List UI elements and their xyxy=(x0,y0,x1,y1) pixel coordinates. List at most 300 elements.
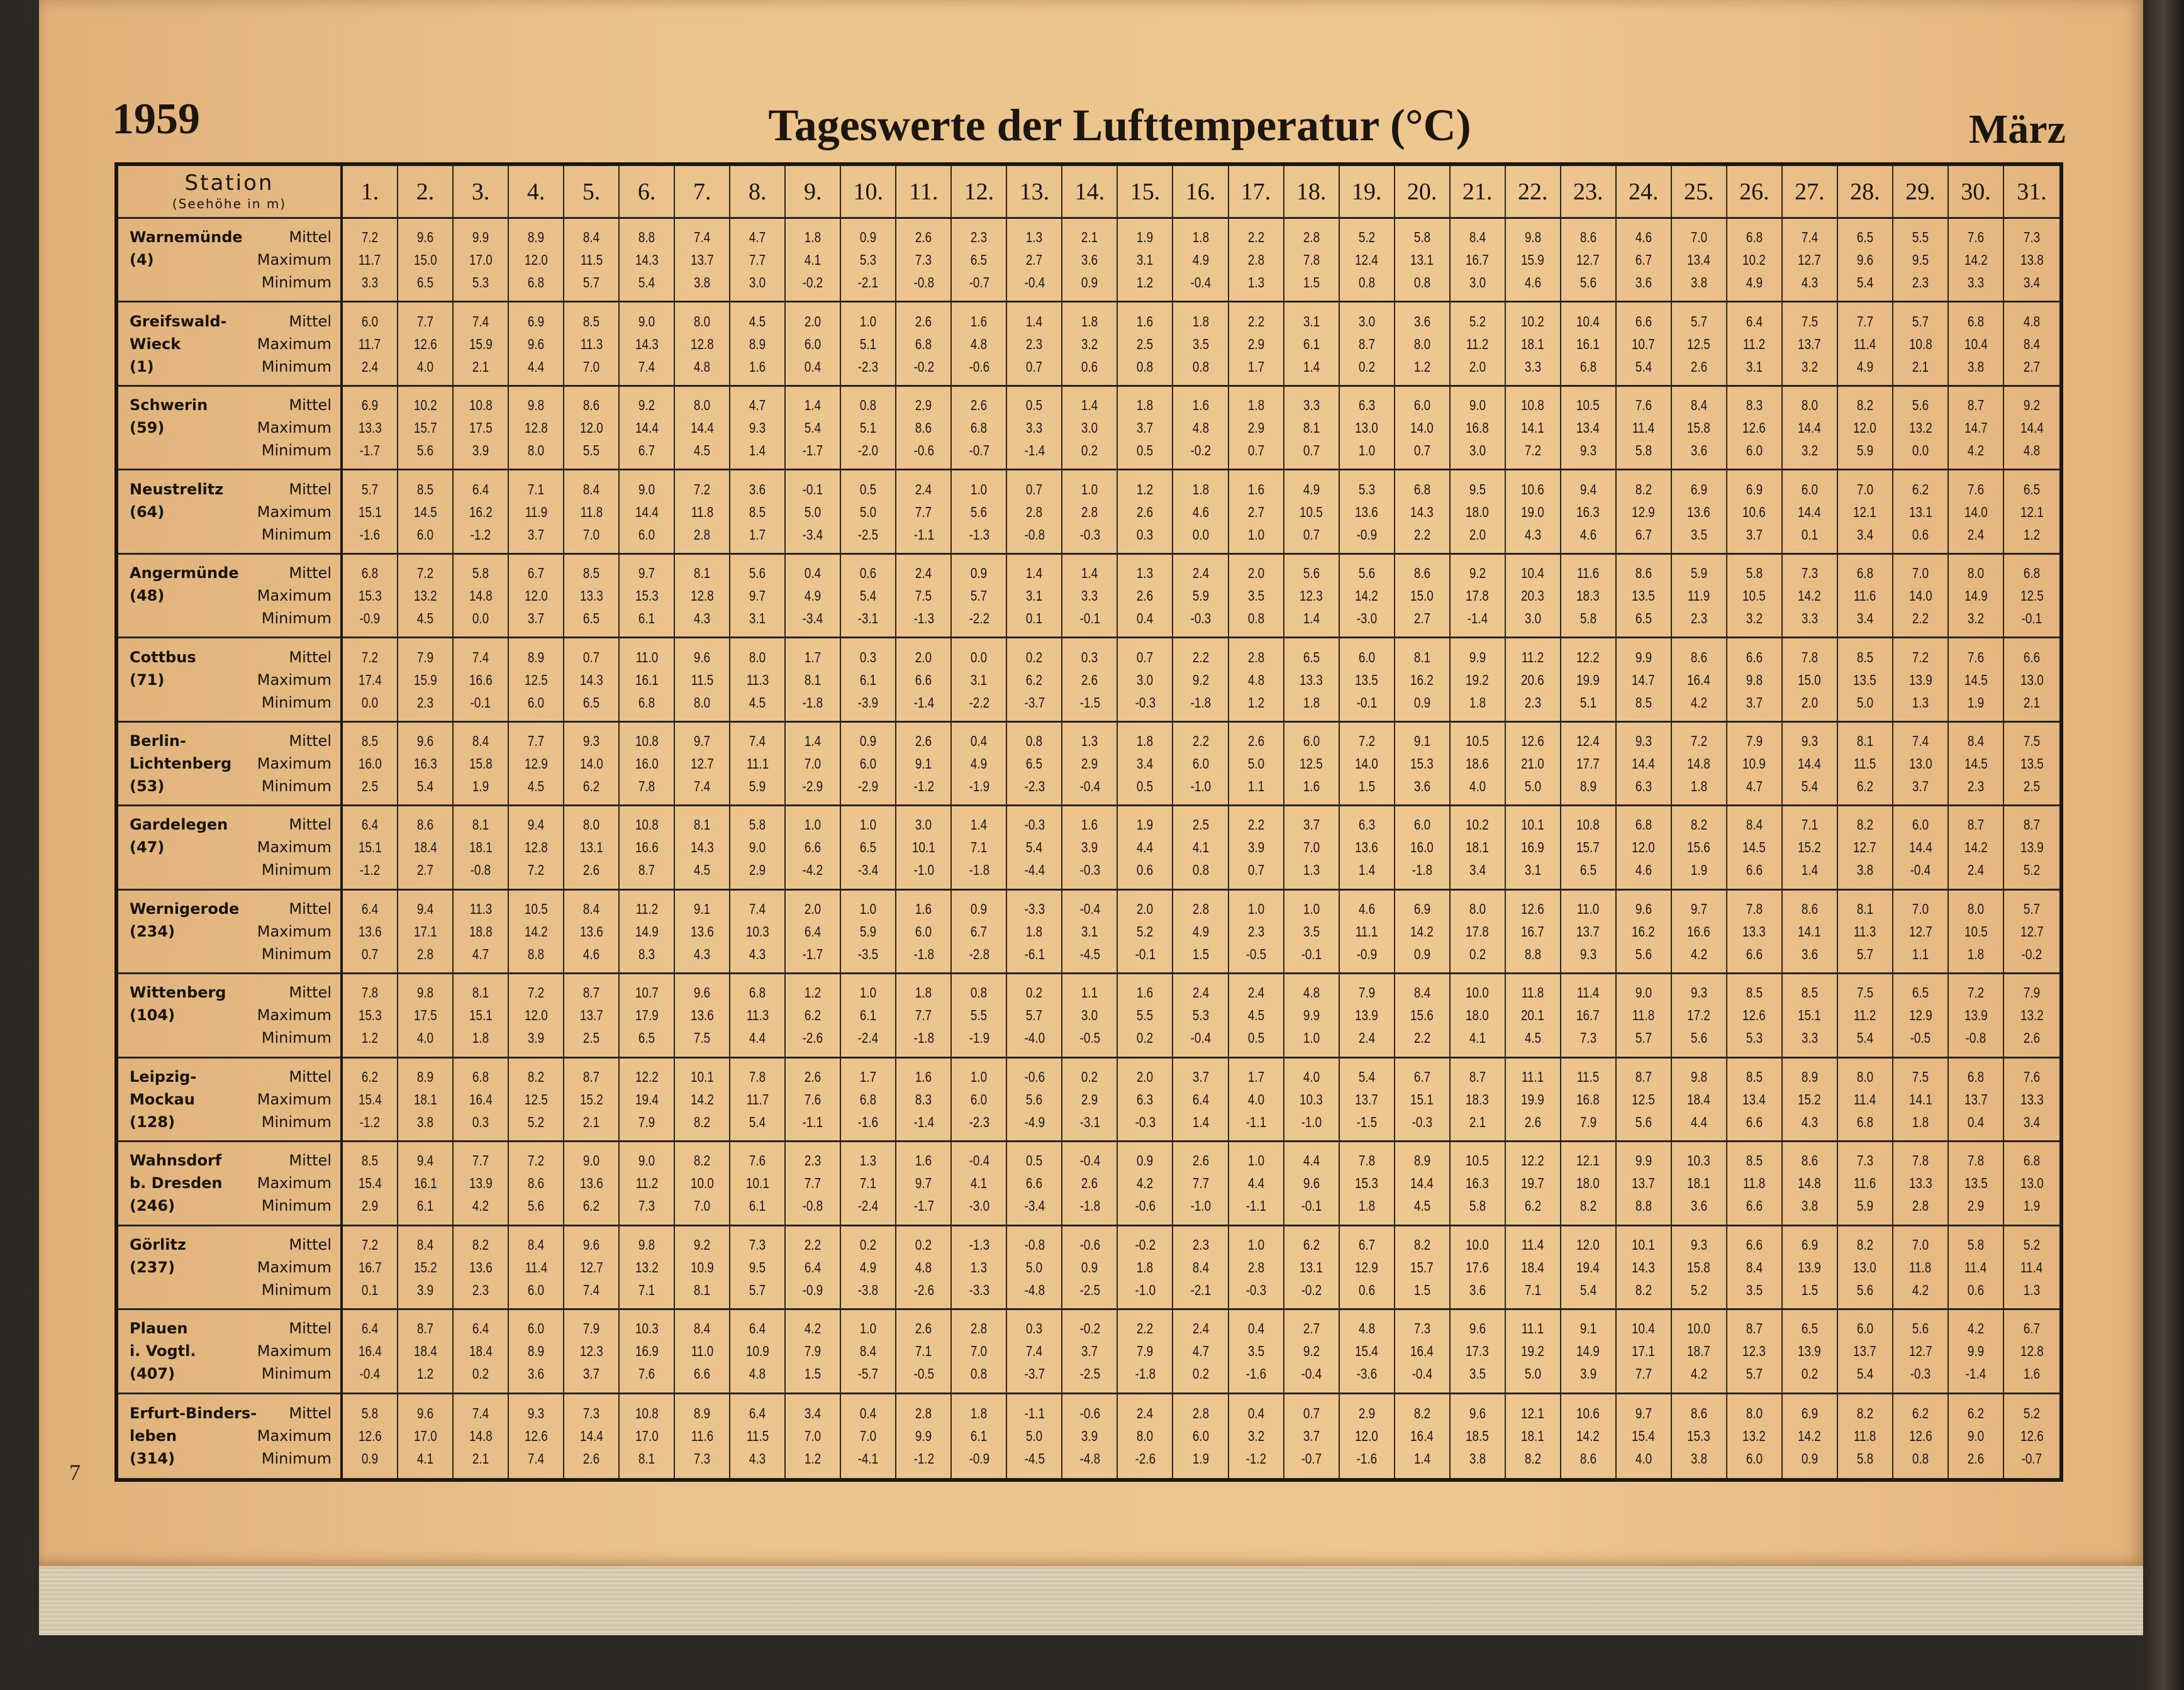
value-mittel: 7.4 xyxy=(472,648,489,665)
value-maximum: 12.7 xyxy=(1908,1343,1932,1360)
value-cell xyxy=(675,1059,730,1142)
value-minimum: 3.6 xyxy=(1690,1198,1707,1215)
value-maximum: 12.7 xyxy=(2020,923,2044,940)
value-cell xyxy=(1284,555,1340,638)
row-label: Mittel xyxy=(289,899,332,918)
value-cell xyxy=(1672,470,1727,554)
value-minimum: -0.2 xyxy=(2021,945,2042,962)
value-minimum: 0.7 xyxy=(1303,526,1320,543)
value-minimum: 4.6 xyxy=(1524,274,1541,291)
value-minimum: 4.6 xyxy=(1580,526,1596,543)
station-line xyxy=(130,1340,332,1362)
value-cell xyxy=(1284,891,1340,974)
value-cell xyxy=(952,1394,1007,1478)
value-cell xyxy=(620,806,675,890)
value-mittel: 6.8 xyxy=(2023,1152,2041,1169)
value-maximum: 16.6 xyxy=(1687,923,1711,940)
value-minimum: 4.5 xyxy=(749,694,766,711)
value-cell xyxy=(1672,638,1727,722)
value-cell xyxy=(786,387,841,470)
value-mittel: 1.0 xyxy=(971,1068,988,1085)
value-minimum: -0.3 xyxy=(1079,526,1100,543)
value-cell xyxy=(620,1310,675,1394)
station-name-line: Wieck xyxy=(130,335,181,353)
station-line xyxy=(130,1172,332,1194)
value-minimum: 8.3 xyxy=(638,945,655,962)
value-maximum: 15.1 xyxy=(358,839,382,856)
value-cell xyxy=(1949,1142,2004,1226)
value-mittel: 8.1 xyxy=(1413,648,1430,665)
value-cell xyxy=(1949,387,2004,470)
value-minimum: 3.9 xyxy=(527,1030,545,1047)
value-maximum: 18.4 xyxy=(1521,1259,1545,1276)
value-cell xyxy=(841,806,896,890)
value-maximum: 5.5 xyxy=(971,1007,988,1024)
value-maximum: 15.3 xyxy=(1410,755,1434,772)
value-cell xyxy=(454,303,509,386)
value-minimum: 4.3 xyxy=(1801,1113,1818,1130)
value-cell xyxy=(1451,1310,1506,1394)
value-cell xyxy=(343,555,398,638)
value-mittel: 9.9 xyxy=(472,229,489,246)
value-minimum: 2.2 xyxy=(1413,526,1430,543)
value-cell xyxy=(564,723,620,806)
value-cell xyxy=(2004,974,2059,1058)
value-cell xyxy=(1727,219,1783,303)
value-mittel: 6.8 xyxy=(1967,1068,1985,1085)
value-mittel: 0.8 xyxy=(1026,733,1043,750)
value-maximum: 12.9 xyxy=(524,755,548,772)
value-cell xyxy=(398,723,454,806)
value-mittel: 5.7 xyxy=(1912,313,1929,330)
row-label: Mittel xyxy=(289,228,332,247)
value-maximum: 11.7 xyxy=(746,1091,769,1108)
value-cell xyxy=(1506,1394,1561,1478)
value-maximum: 4.9 xyxy=(805,587,822,604)
value-maximum: 15.0 xyxy=(1410,587,1434,604)
value-mittel: 2.4 xyxy=(1137,1405,1154,1422)
value-maximum: 18.3 xyxy=(1466,1091,1490,1108)
value-maximum: 11.4 xyxy=(1964,1259,1987,1276)
value-mittel: 1.8 xyxy=(1192,229,1209,246)
value-maximum: 13.4 xyxy=(1576,420,1600,436)
value-maximum: 11.3 xyxy=(580,335,603,352)
row-label: Mittel xyxy=(289,816,332,834)
value-maximum: 13.7 xyxy=(690,252,714,269)
value-minimum: 2.6 xyxy=(583,862,600,879)
value-minimum: 6.7 xyxy=(1635,526,1652,543)
value-minimum: -2.5 xyxy=(858,526,879,543)
value-cell xyxy=(1561,555,1617,638)
row-label: Maximum xyxy=(257,1090,332,1108)
value-mittel: 6.6 xyxy=(1746,1236,1763,1253)
value-maximum: 7.6 xyxy=(805,1091,822,1108)
value-mittel: 2.6 xyxy=(1192,1152,1209,1169)
value-mittel: -0.8 xyxy=(1024,1236,1045,1253)
value-mittel: 11.6 xyxy=(1577,565,1600,582)
value-maximum: 12.0 xyxy=(524,1007,548,1024)
value-cell xyxy=(1949,1059,2004,1142)
value-cell xyxy=(1727,974,1783,1058)
value-mittel: 3.6 xyxy=(1413,313,1430,330)
value-minimum: 8.2 xyxy=(1524,1450,1541,1467)
value-minimum: -0.3 xyxy=(1245,1281,1266,1298)
value-minimum: 7.1 xyxy=(1524,1281,1541,1298)
value-minimum: 1.5 xyxy=(1192,945,1209,962)
value-maximum: 6.0 xyxy=(805,335,822,352)
value-cell xyxy=(509,974,564,1058)
value-maximum: 16.4 xyxy=(469,1091,493,1108)
day-header: 23. xyxy=(1561,166,1617,219)
value-maximum: 13.2 xyxy=(413,587,437,604)
value-mittel: 6.4 xyxy=(361,816,379,833)
value-cell xyxy=(1672,555,1727,638)
value-maximum: 11.5 xyxy=(580,252,603,269)
value-maximum: 5.3 xyxy=(1192,1007,1209,1024)
value-mittel: -1.1 xyxy=(1024,1405,1045,1422)
value-mittel: 2.9 xyxy=(1358,1405,1375,1422)
value-cell xyxy=(1949,303,2004,386)
book-spine xyxy=(2143,0,2184,1690)
value-minimum: 8.2 xyxy=(694,1113,711,1130)
value-mittel: 6.5 xyxy=(2023,481,2041,498)
value-cell xyxy=(1672,1310,1727,1394)
value-minimum: 1.4 xyxy=(749,442,766,459)
value-minimum: -0.4 xyxy=(1079,778,1100,795)
value-mittel: 1.8 xyxy=(1192,481,1209,498)
value-mittel: 7.9 xyxy=(416,648,434,665)
value-mittel: 0.5 xyxy=(1026,1152,1043,1169)
value-minimum: -1.0 xyxy=(913,862,934,879)
station-header-sublabel: (Seehöhe in m) xyxy=(172,196,287,211)
value-maximum: 13.6 xyxy=(1687,503,1711,520)
value-minimum: -1.0 xyxy=(1301,1113,1322,1130)
value-cell xyxy=(786,723,841,806)
value-mittel: 6.9 xyxy=(527,313,545,330)
value-cell xyxy=(564,891,620,974)
value-minimum: 2.3 xyxy=(1524,694,1541,711)
value-cell xyxy=(1838,638,1893,722)
value-mittel: 7.3 xyxy=(2023,229,2041,246)
value-maximum: 13.3 xyxy=(1742,923,1766,940)
value-mittel: 4.2 xyxy=(805,1320,822,1337)
value-minimum: -1.7 xyxy=(913,1198,934,1215)
value-minimum: 7.4 xyxy=(527,1450,545,1467)
value-cell xyxy=(1506,891,1561,974)
value-maximum: 6.1 xyxy=(1303,335,1320,352)
day-header: 15. xyxy=(1118,166,1173,219)
value-mittel: 8.6 xyxy=(1801,1152,1818,1169)
value-cell xyxy=(1893,806,1949,890)
value-mittel: 7.2 xyxy=(694,481,711,498)
value-minimum: 1.5 xyxy=(1358,778,1375,795)
value-minimum: 5.0 xyxy=(1856,694,1873,711)
value-cell xyxy=(1838,1226,1893,1310)
value-minimum: -0.8 xyxy=(470,862,491,879)
value-minimum: 3.5 xyxy=(1746,1281,1763,1298)
value-minimum: -1.8 xyxy=(803,694,823,711)
value-cell xyxy=(786,219,841,303)
value-maximum: 9.1 xyxy=(915,755,932,772)
value-mittel: 7.4 xyxy=(1801,229,1818,246)
value-minimum: 8.2 xyxy=(1635,1281,1652,1298)
value-minimum: -3.1 xyxy=(858,610,879,627)
value-maximum: 8.3 xyxy=(915,1091,932,1108)
value-cell xyxy=(786,638,841,722)
value-mittel: 9.2 xyxy=(1469,565,1486,582)
value-minimum: 7.2 xyxy=(527,862,545,879)
value-minimum: 1.1 xyxy=(1247,778,1264,795)
value-mittel: 7.8 xyxy=(1746,900,1763,917)
value-cell xyxy=(730,891,786,974)
value-cell xyxy=(509,723,564,806)
value-maximum: 11.2 xyxy=(1854,1007,1876,1024)
value-cell xyxy=(509,303,564,386)
value-cell xyxy=(1561,470,1617,554)
station-line xyxy=(130,1447,332,1470)
value-maximum: 12.8 xyxy=(690,335,714,352)
value-maximum: 15.1 xyxy=(1410,1091,1434,1108)
value-minimum: -0.8 xyxy=(1965,1030,1986,1047)
value-cell xyxy=(675,891,730,974)
value-cell xyxy=(675,1394,730,1478)
row-label: Minimum xyxy=(261,1281,332,1299)
value-mittel: 6.2 xyxy=(1912,481,1929,498)
value-minimum: 6.1 xyxy=(638,610,655,627)
value-maximum: 18.4 xyxy=(469,1343,493,1360)
value-mittel: 0.3 xyxy=(1081,648,1098,665)
value-cell xyxy=(1838,1310,1893,1394)
value-cell xyxy=(1783,1394,1838,1478)
value-cell xyxy=(841,303,896,386)
value-maximum: 13.9 xyxy=(1964,1007,1988,1024)
value-cell xyxy=(841,638,896,722)
value-maximum: 17.8 xyxy=(1466,587,1490,604)
value-mittel: 1.6 xyxy=(1137,313,1154,330)
value-minimum: 6.0 xyxy=(638,526,655,543)
station-line xyxy=(130,646,332,669)
station-name-line: (48) xyxy=(130,587,165,605)
value-cell xyxy=(1893,974,1949,1058)
value-cell xyxy=(1284,387,1340,470)
value-mittel: 8.9 xyxy=(527,648,545,665)
station-line xyxy=(130,1402,332,1425)
value-mittel: 2.8 xyxy=(1247,648,1264,665)
value-cell xyxy=(896,891,952,974)
value-mittel: 8.4 xyxy=(416,1236,434,1253)
value-maximum: 3.7 xyxy=(1137,420,1154,436)
row-label: Maximum xyxy=(257,587,332,605)
value-mittel: 1.6 xyxy=(915,900,932,917)
value-maximum: 19.9 xyxy=(1521,1091,1545,1108)
value-maximum: 15.4 xyxy=(358,1175,382,1192)
value-minimum: 2.5 xyxy=(361,778,379,795)
station-cell xyxy=(118,723,343,806)
table-grid xyxy=(118,166,2059,1478)
value-minimum: 2.4 xyxy=(361,358,379,375)
value-minimum: 4.5 xyxy=(416,610,434,627)
value-minimum: 6.8 xyxy=(638,694,655,711)
value-cell xyxy=(1617,638,1672,722)
page-stack-edge xyxy=(39,1566,2143,1635)
value-mittel: 6.0 xyxy=(1912,816,1929,833)
value-maximum: 15.2 xyxy=(1798,1091,1822,1108)
value-minimum: -2.1 xyxy=(1190,1281,1211,1298)
day-header: 9. xyxy=(786,166,841,219)
value-mittel: 5.8 xyxy=(749,816,766,833)
value-minimum: 0.0 xyxy=(1912,442,1929,459)
value-cell xyxy=(1727,1142,1783,1226)
value-cell xyxy=(730,555,786,638)
value-minimum: 0.4 xyxy=(805,358,822,375)
value-maximum: 9.5 xyxy=(749,1259,766,1276)
value-cell xyxy=(343,387,398,470)
value-maximum: 4.9 xyxy=(1192,923,1209,940)
value-maximum: 3.0 xyxy=(1081,420,1098,436)
value-mittel: 7.9 xyxy=(1746,733,1763,750)
value-cell xyxy=(1173,303,1228,386)
value-cell xyxy=(2004,1310,2059,1394)
value-maximum: 17.0 xyxy=(635,1428,659,1445)
value-cell xyxy=(398,1142,454,1226)
value-minimum: -1.8 xyxy=(913,945,934,962)
value-minimum: -0.1 xyxy=(2021,610,2042,627)
value-minimum: -0.3 xyxy=(1190,610,1211,627)
value-mittel: 9.7 xyxy=(694,733,711,750)
value-minimum: -3.7 xyxy=(1024,694,1045,711)
value-mittel: 8.2 xyxy=(694,1152,711,1169)
value-cell xyxy=(1561,1394,1617,1478)
value-mittel: 9.1 xyxy=(1413,733,1430,750)
value-mittel: 7.4 xyxy=(749,733,766,750)
value-maximum: 6.4 xyxy=(805,923,822,940)
value-cell xyxy=(620,470,675,554)
value-minimum: 0.6 xyxy=(1358,1281,1375,1298)
value-minimum: 3.0 xyxy=(1469,274,1486,291)
value-minimum: 2.1 xyxy=(583,1113,600,1130)
day-header: 3. xyxy=(454,166,509,219)
value-cell xyxy=(1284,638,1340,722)
value-minimum: 4.0 xyxy=(1635,1450,1652,1467)
value-minimum: 4.9 xyxy=(1856,358,1873,375)
value-cell xyxy=(1395,806,1451,890)
value-cell xyxy=(620,303,675,386)
value-minimum: -0.9 xyxy=(1356,945,1377,962)
value-maximum: 6.0 xyxy=(1192,1428,1209,1445)
value-minimum: 5.4 xyxy=(638,274,655,291)
value-cell xyxy=(1284,1310,1340,1394)
value-cell xyxy=(1173,638,1228,722)
value-mittel: 8.9 xyxy=(416,1068,434,1085)
value-mittel: 9.3 xyxy=(527,1405,545,1422)
station-cell xyxy=(118,1142,343,1226)
value-cell xyxy=(1118,1226,1173,1310)
value-cell xyxy=(1672,891,1727,974)
value-mittel: 11.5 xyxy=(1577,1068,1600,1085)
value-mittel: 12.1 xyxy=(1576,1152,1600,1169)
value-maximum: 13.9 xyxy=(469,1175,493,1192)
value-maximum: 2.7 xyxy=(1247,503,1264,520)
day-header: 31. xyxy=(2004,166,2059,219)
value-mittel: 1.0 xyxy=(1247,1152,1264,1169)
value-maximum: 6.5 xyxy=(971,252,988,269)
value-cell xyxy=(1229,303,1284,386)
value-maximum: 2.7 xyxy=(1026,252,1043,269)
value-mittel: 2.2 xyxy=(805,1236,822,1253)
value-maximum: 17.7 xyxy=(1576,755,1600,772)
value-mittel: 10.1 xyxy=(1632,1236,1656,1253)
station-name-line: (246) xyxy=(130,1197,176,1215)
value-minimum: 3.5 xyxy=(1469,1365,1486,1382)
value-cell xyxy=(1506,723,1561,806)
value-minimum: 7.0 xyxy=(583,358,600,375)
value-minimum: 8.9 xyxy=(1580,778,1596,795)
value-maximum: 9.3 xyxy=(749,420,766,436)
value-maximum: 7.5 xyxy=(915,587,932,604)
value-minimum: 8.7 xyxy=(638,862,655,879)
value-cell xyxy=(1007,387,1062,470)
value-mittel: 1.8 xyxy=(915,984,932,1001)
value-minimum: 2.4 xyxy=(1358,1030,1375,1047)
station-name-line: (4) xyxy=(130,251,154,269)
value-mittel: 10.6 xyxy=(1576,1405,1600,1422)
value-mittel: 0.3 xyxy=(1026,1320,1043,1337)
value-maximum: 5.4 xyxy=(860,587,877,604)
value-mittel: 6.6 xyxy=(2023,648,2041,665)
value-maximum: 10.3 xyxy=(745,923,769,940)
station-name-line: leben xyxy=(130,1427,177,1445)
value-mittel: 6.8 xyxy=(361,565,379,582)
value-cell xyxy=(841,1226,896,1310)
value-maximum: 8.6 xyxy=(527,1175,545,1192)
value-cell xyxy=(1672,303,1727,386)
station-line xyxy=(130,1362,332,1385)
value-mittel: 3.3 xyxy=(1303,397,1320,414)
value-maximum: 12.6 xyxy=(1908,1428,1932,1445)
value-minimum: -3.0 xyxy=(1356,610,1377,627)
value-cell xyxy=(1173,1142,1228,1226)
value-mittel: 8.4 xyxy=(583,900,600,917)
value-maximum: 18.1 xyxy=(1466,839,1490,856)
value-cell xyxy=(1118,1059,1173,1142)
value-mittel: 8.0 xyxy=(583,816,600,833)
value-mittel: 2.0 xyxy=(1137,1068,1154,1085)
value-cell xyxy=(1173,974,1228,1058)
value-cell xyxy=(564,1394,620,1478)
value-mittel: 6.5 xyxy=(1303,648,1320,665)
value-cell xyxy=(398,387,454,470)
value-mittel: 0.4 xyxy=(805,565,822,582)
value-mittel: 0.6 xyxy=(860,565,877,582)
value-mittel: 6.7 xyxy=(1413,1068,1430,1085)
value-maximum: 16.1 xyxy=(635,671,659,688)
value-cell xyxy=(1451,891,1506,974)
value-minimum: 5.0 xyxy=(1524,778,1541,795)
value-mittel: 0.9 xyxy=(860,733,877,750)
value-cell xyxy=(896,555,952,638)
station-name-line: Berlin- xyxy=(130,732,186,750)
value-maximum: 8.6 xyxy=(915,420,932,436)
value-mittel: 9.7 xyxy=(1635,1405,1652,1422)
value-mittel: 11.4 xyxy=(1522,1236,1544,1253)
value-minimum: 3.2 xyxy=(1967,610,1985,627)
value-mittel: 4.8 xyxy=(1358,1320,1375,1337)
value-mittel: 8.2 xyxy=(1856,397,1873,414)
value-maximum: 15.8 xyxy=(1687,420,1711,436)
value-cell xyxy=(1727,1226,1783,1310)
value-mittel: 0.2 xyxy=(860,1236,877,1253)
value-maximum: 14.7 xyxy=(1632,671,1656,688)
